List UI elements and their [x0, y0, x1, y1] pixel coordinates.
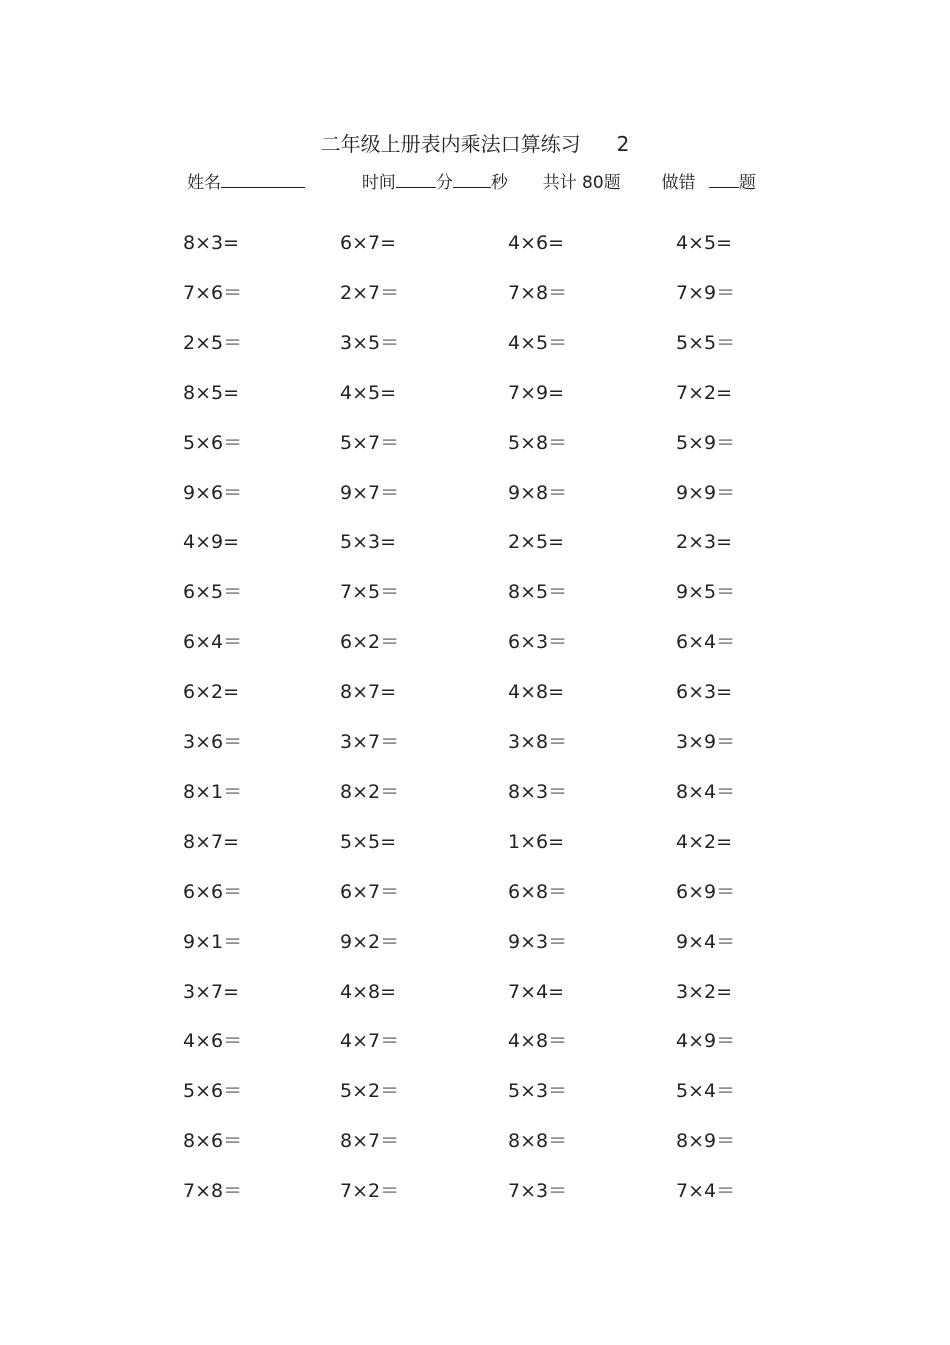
- problem-item: 4×7＝: [340, 1030, 400, 1052]
- problem-row: [0, 627, 950, 657]
- problem-item: 9×6＝: [183, 482, 243, 504]
- problem-row: [0, 228, 950, 258]
- problem-item: 6×2=: [183, 681, 240, 703]
- minute-blank[interactable]: [396, 169, 436, 188]
- problem-item: 5×4＝: [676, 1080, 736, 1102]
- problem-item: 5×2＝: [340, 1080, 400, 1102]
- problem-item: 4×8=: [340, 981, 397, 1003]
- problem-item: 5×6＝: [183, 432, 243, 454]
- wrong-blank[interactable]: [709, 169, 739, 188]
- problem-item: 5×9＝: [676, 432, 736, 454]
- problem-item: 7×5＝: [340, 581, 400, 603]
- problem-item: 3×7＝: [340, 731, 400, 753]
- problem-item: 4×8=: [508, 681, 565, 703]
- problem-item: 9×4＝: [676, 931, 736, 953]
- problem-item: 6×4＝: [676, 631, 736, 653]
- problem-item: 5×7＝: [340, 432, 400, 454]
- problem-item: 8×2＝: [340, 781, 400, 803]
- problem-item: 9×3＝: [508, 931, 568, 953]
- problem-item: 7×6＝: [183, 282, 243, 304]
- problem-item: 9×8＝: [508, 482, 568, 504]
- problem-item: 7×4=: [508, 981, 565, 1003]
- problem-item: 4×2=: [676, 831, 733, 853]
- problem-item: 7×8＝: [183, 1180, 243, 1202]
- problem-item: 8×6＝: [183, 1130, 243, 1152]
- problem-item: 6×9＝: [676, 881, 736, 903]
- second-label: 秒: [490, 173, 508, 193]
- name-blank[interactable]: [221, 169, 305, 188]
- problem-item: 8×7＝: [340, 1130, 400, 1152]
- problem-item: 9×5＝: [676, 581, 736, 603]
- problem-item: 4×5=: [676, 232, 733, 254]
- problem-item: 3×7=: [183, 981, 240, 1003]
- problem-row: [0, 428, 950, 458]
- problem-item: 4×5=: [340, 382, 397, 404]
- problem-item: 8×9＝: [676, 1130, 736, 1152]
- problem-item: 8×4＝: [676, 781, 736, 803]
- problem-row: [0, 577, 950, 607]
- problem-item: 9×9＝: [676, 482, 736, 504]
- problem-row: [0, 1176, 950, 1206]
- problem-item: 9×1＝: [183, 931, 243, 953]
- problem-item: 5×3=: [340, 531, 397, 553]
- problem-item: 5×3＝: [508, 1080, 568, 1102]
- problem-row: [0, 328, 950, 358]
- problem-row: [0, 827, 950, 857]
- problem-item: 3×6＝: [183, 731, 243, 753]
- problem-item: 3×5＝: [340, 332, 400, 354]
- problem-item: 8×5=: [183, 382, 240, 404]
- problem-item: 2×5＝: [183, 332, 243, 354]
- problem-row: [0, 727, 950, 757]
- problem-item: 8×7=: [183, 831, 240, 853]
- problem-item: 5×5=: [340, 831, 397, 853]
- problem-item: 6×2＝: [340, 631, 400, 653]
- problem-item: 9×7＝: [340, 482, 400, 504]
- problem-item: 4×8＝: [508, 1030, 568, 1052]
- problem-item: 2×3=: [676, 531, 733, 553]
- problem-item: 9×2＝: [340, 931, 400, 953]
- problem-item: 6×7=: [340, 232, 397, 254]
- problem-item: 7×2＝: [340, 1180, 400, 1202]
- problem-item: 8×3=: [183, 232, 240, 254]
- problem-item: 5×8＝: [508, 432, 568, 454]
- problem-item: 6×5＝: [183, 581, 243, 603]
- problem-item: 5×5＝: [676, 332, 736, 354]
- problem-item: 7×9=: [508, 382, 565, 404]
- problem-row: [0, 378, 950, 408]
- problem-item: 8×5＝: [508, 581, 568, 603]
- problem-item: 4×6＝: [183, 1030, 243, 1052]
- title-number: 2: [616, 132, 630, 156]
- problem-item: 8×1＝: [183, 781, 243, 803]
- problem-row: [0, 877, 950, 907]
- problem-row: [0, 478, 950, 508]
- problem-item: 5×6＝: [183, 1080, 243, 1102]
- problem-item: 7×3＝: [508, 1180, 568, 1202]
- problem-item: 4×5＝: [508, 332, 568, 354]
- problem-item: 4×9＝: [676, 1030, 736, 1052]
- time-label: 时间: [361, 173, 396, 193]
- problem-row: [0, 1126, 950, 1156]
- name-label: 姓名: [187, 173, 221, 193]
- problem-item: 3×8＝: [508, 731, 568, 753]
- problem-row: [0, 278, 950, 308]
- problem-row: [0, 927, 950, 957]
- problem-item: 7×2=: [676, 382, 733, 404]
- problem-row: [0, 777, 950, 807]
- problem-row: [0, 1076, 950, 1106]
- problem-item: 8×3＝: [508, 781, 568, 803]
- second-blank[interactable]: [453, 169, 491, 188]
- problem-item: 4×9=: [183, 531, 240, 553]
- problem-item: 6×6＝: [183, 881, 243, 903]
- problem-item: 6×8＝: [508, 881, 568, 903]
- problem-item: 3×2=: [676, 981, 733, 1003]
- problem-item: 6×4＝: [183, 631, 243, 653]
- problem-item: 2×5=: [508, 531, 565, 553]
- problem-item: 6×3=: [676, 681, 733, 703]
- problem-item: 1×6=: [508, 831, 565, 853]
- problem-item: 8×7=: [340, 681, 397, 703]
- minute-label: 分: [435, 173, 453, 193]
- title-text: 二年级上册表内乘法口算练习: [320, 132, 581, 156]
- problem-item: 2×7＝: [340, 282, 400, 304]
- total-label: 共计 80题: [542, 173, 621, 193]
- wrong-label: 做错: [661, 173, 696, 193]
- wrong-unit: 题: [738, 173, 756, 193]
- problem-item: 6×7＝: [340, 881, 400, 903]
- problem-item: 6×3＝: [508, 631, 568, 653]
- page-title: [0, 128, 950, 157]
- student-info-line: [187, 168, 756, 193]
- problem-item: 7×9＝: [676, 282, 736, 304]
- problem-item: 3×9＝: [676, 731, 736, 753]
- problem-row: [0, 527, 950, 557]
- problem-row: [0, 677, 950, 707]
- problem-row: [0, 977, 950, 1007]
- problem-item: 7×8＝: [508, 282, 568, 304]
- problem-item: 7×4＝: [676, 1180, 736, 1202]
- problem-item: 4×6=: [508, 232, 565, 254]
- problem-item: 8×8＝: [508, 1130, 568, 1152]
- problem-row: [0, 1026, 950, 1056]
